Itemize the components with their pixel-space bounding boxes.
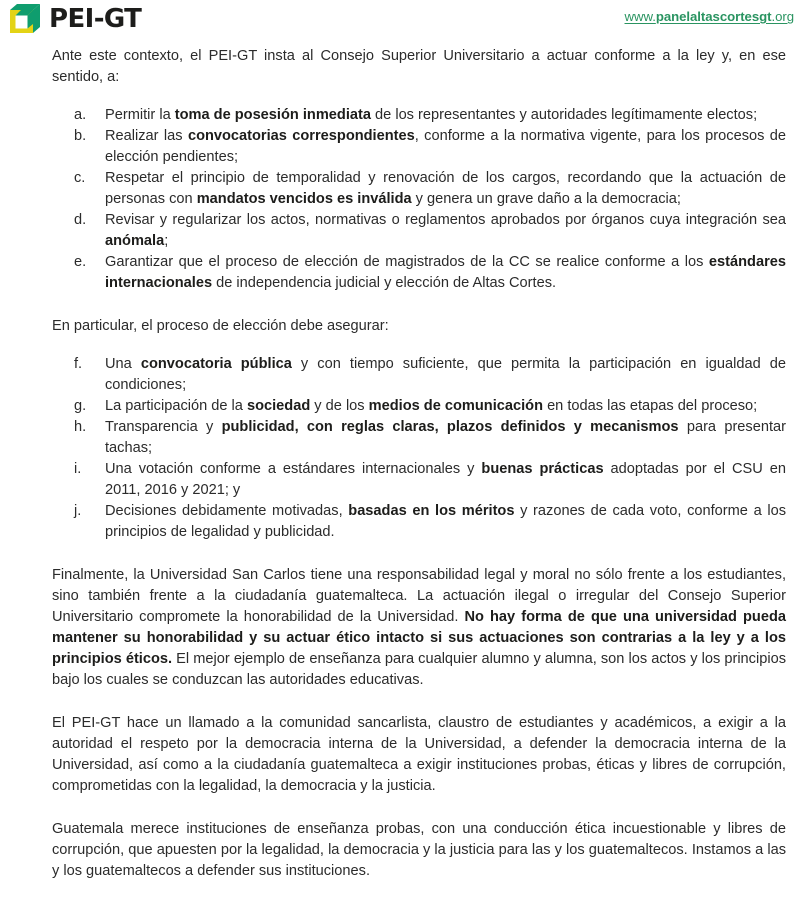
url-prefix: www. [624,9,656,24]
list-item-text [105,417,786,459]
url-domain: panelaltascortesgt [655,9,772,24]
list-item-text [105,459,786,501]
list-item-text [105,105,786,126]
emphasis-run: mandatos vencidos es inválida [196,191,412,207]
list-item-marker: c. [74,170,86,186]
emphasis-run: publicidad, con reglas claras, plazos definidos y mecanismos [221,419,679,435]
text-run: y de los [310,398,369,414]
emphasis-run: No hay forma de que una universidad pueda mantener su honorabilidad y su actuar ético intacto si sus actuaciones son contrarias a la ley y a los principios éticos. [52,609,786,667]
text-run: Decisiones debidamente motivadas, [105,503,349,519]
list-item [74,459,786,501]
paragraph-guatemala [0,819,792,882]
text-run: El mejor ejemplo de enseñanza para cualquier alumno y alumna, son los actos y los principios bajo los cuales se conduzcan las autoridades educativas. [52,651,786,688]
site-url-link[interactable] [625,9,794,24]
emphasis-run: toma de posesión inmediata [174,107,371,123]
text-run: ; [164,233,169,249]
text-run: , conforme a la normativa vigente, para los procesos de elección pendientes; [105,128,787,165]
text-run: Revisar y regularizar los actos, normativas o reglamentos aprobados por órganos cuya integración sea [105,212,786,228]
text-run: Una [105,356,141,372]
list-item [74,501,786,543]
list-item [74,252,786,294]
list-item [74,417,786,459]
text-run: de los representantes y autoridades legítimamente electos; [370,107,758,123]
spacer [0,337,792,354]
list-item-marker: a. [74,107,87,123]
document-header [0,0,800,46]
paragraph-intro: Ante este contexto, el PEI-GT insta al Consejo Superior Universitario a actuar conforme a la ley y, en ese sentido, a: [52,48,786,85]
list-item-text [105,126,786,168]
list-item-text [105,501,786,543]
text-run: Una votación conforme a estándares internacionales y [105,461,482,477]
list-item-marker: b. [74,128,87,144]
text-run: y razones de cada voto, conforme a los principios de legalidad y publicidad. [105,503,786,540]
text-run: El PEI-GT hace un llamado a la comunidad sancarlista, claustro de estudiantes y académicos, a exigir a la autoridad el respeto por la democracia interna de la Universidad, a defender la democracia interna de la Universidad, así como a la ciudadanía guatemalteca a exigir instituciones probas, éticas y libres de corrupción, comprometidas con la legalidad, la democracia y la justicia. [52,715,786,794]
list-item [74,354,786,396]
closing-paragraphs-group [0,565,792,882]
list-item [74,105,786,126]
spacer [0,691,792,713]
list-item-marker: e. [74,254,87,270]
text-run: y genera un grave daño a la democracia; [411,191,681,207]
paragraph-llamado [0,713,792,797]
text-run: Transparencia y [105,419,222,435]
list-item [74,210,786,252]
emphasis-run: sociedad [246,398,311,414]
list-item [74,168,786,210]
ordered-list-demands [0,105,792,294]
text-run: adoptadas por el CSU en 2011, 2016 y 2021; y [105,461,786,498]
emphasis-run: estándares internacionales [105,254,786,291]
text-run: de independencia judicial y elección de Altas Cortes. [212,275,557,291]
paragraph-en-particular: En particular, el proceso de elección debe asegurar: [52,318,389,334]
list-item-text [105,168,786,210]
list-item-marker: f. [74,356,83,372]
text-run: La participación de la [105,398,247,414]
text-run: Realizar las [105,128,188,144]
pei-gt-cube-icon [9,3,40,34]
spacer [0,294,792,316]
list-item-text [105,210,786,252]
text-run: para presentar tachas; [105,419,786,456]
list-item [74,396,786,417]
emphasis-run: medios de comunicación [368,398,544,414]
text-run: Finalmente, la Universidad San Carlos tiene una responsabilidad legal y moral no sólo frente a los estudiantes, sino también frente a la ciudadanía guatemalteca. La actuación ilegal o irregular del Consejo Superior Universitario compromete la honorabilidad de la Universidad. [52,567,786,625]
spacer [0,797,792,819]
brand-lockup [9,3,141,34]
document-body [0,46,800,882]
text-run: Permitir la [105,107,175,123]
list-item-marker: d. [74,212,87,228]
list-item-marker: i. [74,461,82,477]
list-item-text [105,354,786,396]
text-run: Respetar el principio de temporalidad y renovación de los cargos, recordando que la actuación de personas con [105,170,786,207]
emphasis-run: anómala [105,233,165,249]
text-run: en todas las etapas del proceso; [543,398,758,414]
emphasis-run: basadas en los méritos [348,503,515,519]
paragraph-finalmente [0,565,792,691]
ordered-list-election-requirements [0,354,792,543]
spacer [0,88,792,105]
url-tld: .org [771,9,794,24]
emphasis-run: convocatorias correspondientes [187,128,415,144]
text-run: Garantizar que el proceso de elección de magistrados de la CC se realice conforme a los [105,254,709,270]
list-item-marker: j. [74,503,82,519]
list-item-text [105,396,786,417]
list-item-marker: g. [74,398,87,414]
emphasis-run: convocatoria pública [140,356,292,372]
text-run: Guatemala merece instituciones de enseñanza probas, con una conducción ética incuestionable y libres de corrupción, que apuesten por la legalidad, la democracia y la justicia para las y los guatemaltecos. Instamos a las y los guatemaltecos a defender sus instituciones. [52,821,786,879]
brand-wordmark: PEI-GT [49,3,142,34]
text-run: y con tiempo suficiente, que permita la participación en igualdad de condiciones; [105,356,786,393]
spacer [0,543,792,565]
emphasis-run: buenas prácticas [481,461,604,477]
list-item [74,126,786,168]
list-item-marker: h. [74,419,87,435]
list-item-text [105,252,786,294]
